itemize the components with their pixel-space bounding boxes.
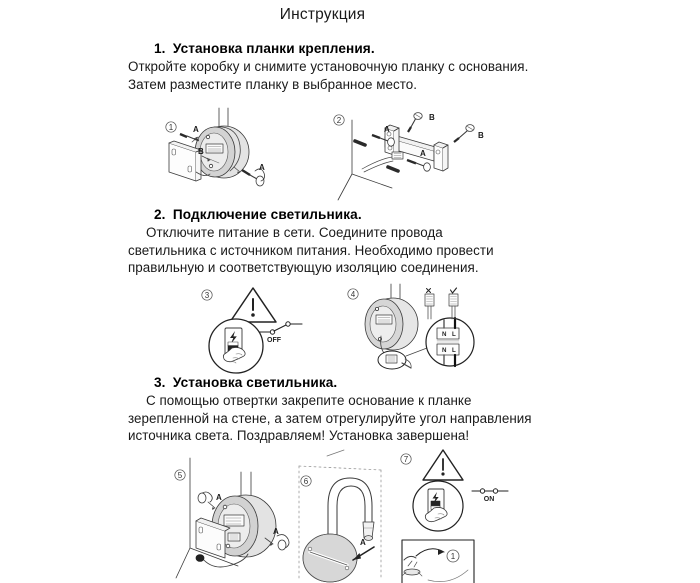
figure-step-2 (330, 108, 500, 204)
section-3-line-1: С помощью отвертки закрепите основание к планке (146, 393, 472, 408)
section-3-body (128, 392, 572, 445)
svg-text:N: N (442, 347, 447, 354)
section-3-heading (154, 375, 572, 390)
section-2-line-3: правильную и соответствующую изоляцию соединения. (128, 260, 479, 275)
svg-text:A: A (273, 527, 279, 536)
section-2-line-2: светильника с источником питания. Необходимо провести (128, 242, 494, 258)
section-3 (128, 375, 572, 445)
figure-step-7 (398, 448, 533, 583)
svg-text:A: A (384, 125, 390, 134)
figure-row-1 (0, 108, 700, 204)
section-2-heading (154, 207, 572, 222)
section-1-heading-text: Установка планки крепления. (172, 41, 375, 56)
page-title: Инструкция (279, 6, 366, 23)
svg-text:1: 1 (168, 123, 174, 132)
section-1-line-2: Затем разместите планку в выбранное место. (128, 76, 418, 92)
section-2 (128, 207, 572, 277)
svg-text:2: 2 (336, 116, 342, 125)
figure-step-5 (168, 448, 308, 583)
svg-text:A: A (193, 125, 199, 134)
svg-text:B: B (198, 147, 204, 156)
svg-text:7: 7 (403, 455, 409, 464)
svg-text:1: 1 (450, 552, 456, 561)
section-1-line-1: Откройте коробку и снимите установочную планку с основания. (128, 59, 529, 74)
svg-text:A: A (420, 149, 426, 158)
section-3-heading-text: Установка светильника. (172, 375, 338, 390)
svg-text:5: 5 (177, 471, 183, 480)
svg-text:B: B (429, 113, 435, 122)
svg-text:A: A (360, 538, 366, 547)
figure-step-3 (198, 284, 328, 378)
section-3-line-3: источника света. Поздравляем! Установка завершена! (128, 428, 470, 443)
section-2-line-1: Отключите питание в сети. Соедините провода (146, 225, 443, 240)
svg-text:N: N (442, 331, 447, 338)
svg-text:A: A (259, 163, 265, 172)
svg-text:ON: ON (483, 496, 495, 503)
figure-step-6 (297, 448, 412, 583)
section-1-body (128, 58, 572, 93)
svg-text:6: 6 (303, 477, 309, 486)
svg-text:L: L (452, 347, 456, 354)
section-1-number: 1. (154, 41, 166, 56)
figure-step-1 (162, 108, 322, 204)
section-2-body (128, 224, 572, 277)
section-1 (128, 41, 572, 93)
figure-step-4 (345, 284, 490, 378)
svg-text:3: 3 (204, 291, 210, 300)
section-2-heading-text: Подключение светильника. (172, 207, 362, 222)
svg-text:A: A (216, 493, 222, 502)
figure-row-3 (0, 448, 700, 583)
svg-text:L: L (452, 331, 456, 338)
svg-text:B: B (478, 131, 484, 140)
svg-text:OFF: OFF (267, 337, 281, 344)
svg-text:4: 4 (350, 290, 356, 299)
figure-row-2 (0, 284, 700, 378)
section-3-number: 3. (154, 375, 166, 390)
section-1-heading (154, 41, 572, 56)
section-3-line-2: зерепленной на стене, а затем отрегулируйте угол направления (128, 410, 532, 426)
section-2-number: 2. (154, 207, 166, 222)
